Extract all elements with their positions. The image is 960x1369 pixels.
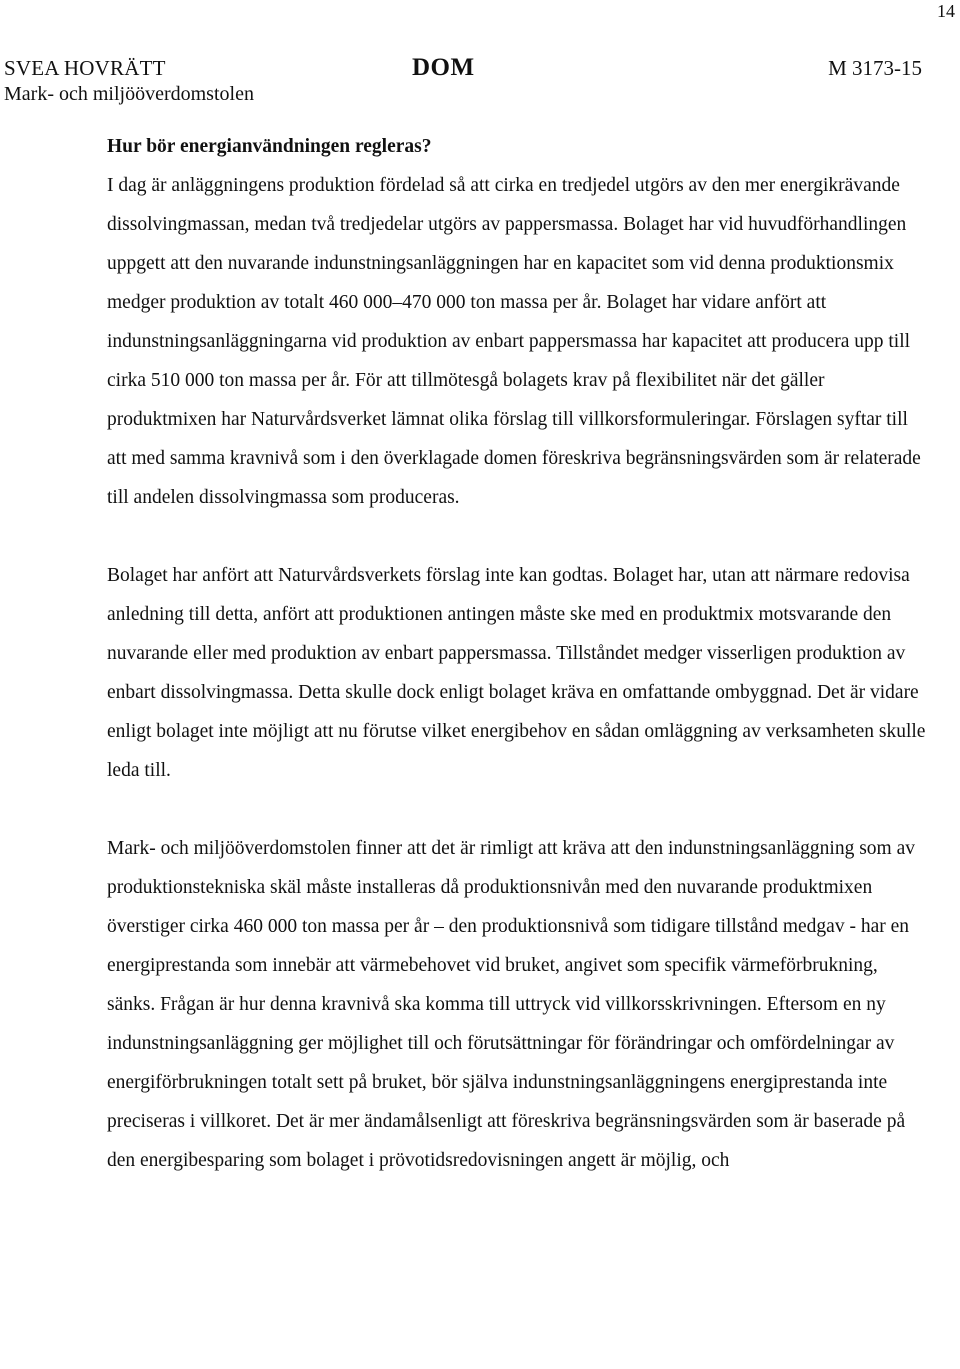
paragraph-2: Bolaget har anfört att Naturvårdsverkets förslag inte kan godtas. Bolaget har, utan att närmare redovisa anledning till detta, anfört att produktionen antingen måste ske med en produktmix motsvarande den nuvarande eller med produktion av enbart pappersmassa. Tillståndet medger visserligen produktion av enbart dissolvingmassa. Detta skulle dock enligt bolaget kräva en omfattande ombyggnad. Det är vidare enligt bolaget inte möjligt att nu förutse vilket energibehov en sådan omläggning av verksamheten skulle leda till. [107, 565, 926, 781]
page-number: 14 [937, 1, 955, 21]
document-header [0, 54, 960, 110]
court-name: SVEA HOVRÄTT [4, 56, 166, 80]
paragraph-spacer [107, 790, 927, 829]
paragraph-spacer [107, 517, 927, 556]
court-subdivision: Mark- och miljööverdomstolen [4, 83, 254, 105]
case-number: M 3173-15 [828, 56, 922, 80]
document-type: DOM [412, 54, 475, 81]
paragraph-1: I dag är anläggningens produktion fördelad så att cirka en tredjedel utgörs av den mer energikrävande dissolvingmassan, medan två tredjedelar utgörs av pappersmassa. Bolaget har vid huvudförhandlingen uppgett att den nuvarande indunstningsanläggningen har en kapacitet som vid denna produktionsmix medger produktion av totalt 460 000–470 000 ton massa per år. Bolaget har vidare anfört att indunstningsanläggningarna vid produktion av enbart pappersmassa har kapacitet att producera upp till cirka 510 000 ton massa per år. För att tillmötesgå bolagets krav på flexibilitet när det gäller produktmixen har Naturvårdsverket lämnat olika förslag till villkorsformuleringar. Förslagen syftar till att med samma kravnivå som i den överklagade domen föreskriva begränsningsvärden som är relaterade till andelen dissolvingmassa som produceras. [107, 175, 921, 508]
document-body [107, 128, 927, 1180]
section-heading: Hur bör energianvändningen regleras? [107, 136, 432, 157]
paragraph-3: Mark- och miljööverdomstolen finner att det är rimligt att kräva att den indunstningsanläggning som av produktionstekniska skäl måste installeras då produktionsnivån med den nuvarande produktmixen överstiger cirka 460 000 ton massa per år – den produktionsnivå som tidigare tillstånd medgav - har en energiprestanda som innebär att värmebehovet vid bruket, angivet som specifik värmeförbrukning, sänks. Frågan är hur denna kravnivå ska komma till uttryck vid villkorsskrivningen. Eftersom en ny indunstningsanläggning ger möjlighet till och förutsättningar för förändringar och omfördelningar av energiförbrukningen totalt sett på bruket, bör själva indunstningsanläggningens energiprestanda inte preciseras i villkoret. Det är mer ändamålsenligt att föreskriva begränsningsvärden som är baserade på den energibesparing som bolaget i prövotidsredovisningen angett är möjlig, och [107, 838, 915, 1171]
